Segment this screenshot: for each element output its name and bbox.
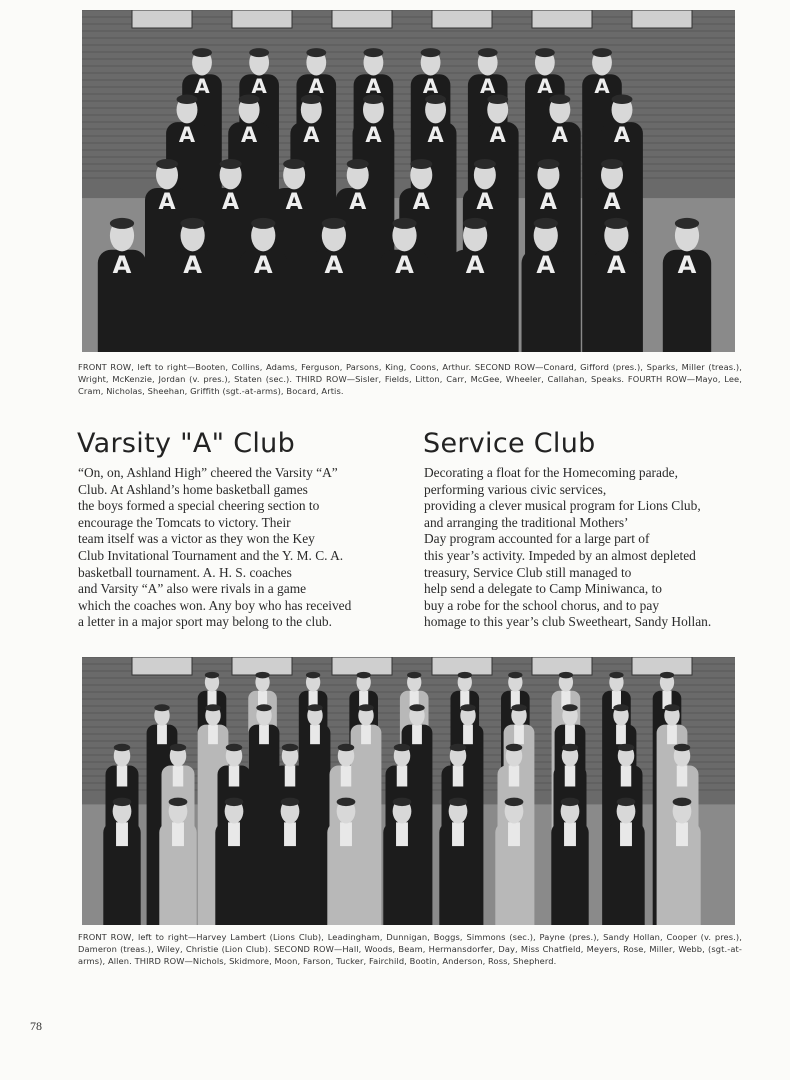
person-hair — [394, 744, 411, 752]
person-hair — [322, 218, 346, 229]
person-hair — [506, 744, 523, 752]
person-hair — [458, 672, 472, 679]
person-hair — [673, 798, 692, 807]
sweater-letter-a: A — [427, 123, 444, 148]
shirt-collar — [616, 725, 626, 745]
person-hair — [307, 704, 322, 711]
sweater-letter-a: A — [178, 123, 196, 148]
text-line: homage to this year’s club Sweetheart, Sandy Hollan. — [424, 614, 712, 630]
varsity-club-group-photo — [82, 10, 735, 352]
text-line: a letter in a major sport may belong to the club. — [78, 614, 332, 630]
varsity-photo-image — [82, 10, 735, 352]
sweater-letter-a: A — [465, 250, 485, 279]
sweater-letter-a: A — [536, 250, 556, 279]
shirt-collar — [396, 822, 408, 846]
varsity-photo-caption: FRONT ROW, left to right—Booten, Collins, Adams, Ferguson, Parsons, King, Coons, Arthur. SECOND ROW—Conard, Gifford (pres.), Sparks, Miller (treas.), Wright, McKenzie, Jordan (v. pres.), Staten (sec.). THIRD ROW—Sisler, Fields, Litton, Carr, McGee, Wheeler, Callahan, Speaks. FOURTH ROW—Mayo, Lee, Cram, Nicholas, Sheehan, Griffith (sgt.-at-arms), Bocard, Artis. — [78, 362, 742, 396]
sweater-letter-a: A — [308, 75, 324, 99]
person-hair — [283, 159, 305, 169]
shirt-collar — [453, 766, 464, 787]
person-hair — [364, 48, 384, 57]
text-line: basketball tournament. A. H. S. coaches — [78, 564, 292, 580]
person-hair — [535, 48, 555, 57]
person-hair — [410, 159, 432, 169]
shirt-collar — [172, 822, 184, 846]
person-hair — [474, 159, 496, 169]
shirt-collar — [463, 725, 473, 745]
window — [532, 657, 592, 675]
shirt-collar — [117, 766, 128, 787]
person-hair — [601, 159, 623, 169]
sweater-letter-a: A — [349, 190, 367, 215]
shirt-collar — [361, 725, 371, 745]
person-hair — [220, 159, 242, 169]
sweater-letter-a: A — [476, 190, 494, 215]
text-line: and Varsity “A” also were rivals in a game — [78, 581, 307, 597]
shirt-collar — [157, 725, 167, 745]
person-hair — [156, 159, 178, 169]
service-club-heading: Service Club — [423, 428, 596, 459]
window — [632, 10, 692, 28]
person-hair — [255, 672, 269, 679]
person-hair — [675, 218, 699, 229]
sweater-letter-a: A — [395, 250, 414, 279]
window — [232, 10, 292, 28]
varsity-club-text — [78, 465, 351, 631]
shirt-collar — [412, 725, 422, 745]
person-hair — [613, 704, 628, 711]
person-hair — [357, 672, 371, 679]
person-hair — [409, 704, 424, 711]
page-number: 78 — [30, 1019, 42, 1033]
sweater-letter-a: A — [480, 75, 496, 99]
person-hair — [392, 218, 416, 229]
person-hair — [559, 672, 573, 679]
person-hair — [192, 48, 212, 57]
sweater-letter-a: A — [222, 190, 240, 215]
sweater-letter-a: A — [551, 123, 568, 148]
shirt-collar — [677, 766, 688, 787]
person-hair — [561, 798, 580, 807]
text-line: and arranging the traditional Mothers’ — [424, 514, 629, 530]
text-line: this year’s activity. Impeded by an almost depleted — [424, 547, 696, 563]
person-hair — [562, 744, 579, 752]
shirt-collar — [173, 766, 184, 787]
shirt-collar — [229, 766, 240, 787]
shirt-collar — [228, 822, 240, 846]
person-hair — [664, 704, 679, 711]
person-hair — [170, 744, 187, 752]
window — [532, 10, 592, 28]
person-hair — [617, 798, 636, 807]
shirt-collar — [284, 822, 296, 846]
text-line: Club Invitational Tournament and the Y. M. C. A. — [78, 547, 344, 563]
shirt-collar — [667, 725, 677, 745]
person-hair — [407, 672, 421, 679]
person-hair — [450, 744, 467, 752]
person-hair — [463, 218, 487, 229]
sweater-letter-a: A — [251, 75, 267, 99]
shirt-collar — [676, 822, 688, 846]
shirt-collar — [621, 766, 632, 787]
person-hair — [592, 48, 612, 57]
text-line: “On, on, Ashland High” cheered the Varsity “A” — [78, 465, 338, 480]
shirt-collar — [310, 725, 320, 745]
text-line: Decorating a float for the Homecoming parade, — [424, 465, 678, 480]
shirt-collar — [208, 725, 218, 745]
sweater-letter-a: A — [412, 190, 430, 215]
person-hair — [281, 798, 300, 807]
sweater-letter-a: A — [241, 123, 258, 148]
shirt-collar — [565, 725, 575, 745]
sweater-letter-a: A — [677, 250, 697, 279]
sweater-letter-a: A — [285, 190, 303, 215]
person-hair — [478, 48, 498, 57]
person-hair — [114, 744, 131, 752]
service-club-group-photo — [82, 657, 735, 925]
person-hair — [113, 798, 132, 807]
text-line: team itself was a victor as they won the Key — [78, 531, 315, 547]
sweater-letter-a: A — [183, 250, 202, 279]
person-hair — [154, 704, 169, 711]
shirt-collar — [116, 822, 128, 846]
person-hair — [604, 218, 628, 229]
shirt-collar — [509, 766, 520, 787]
shirt-collar — [508, 822, 520, 846]
text-line: treasury, Service Club still managed to — [424, 564, 632, 580]
sweater-letter-a: A — [603, 190, 621, 215]
person-hair — [338, 744, 355, 752]
person-hair — [205, 704, 220, 711]
person-hair — [449, 798, 468, 807]
shirt-collar — [259, 725, 269, 745]
text-line: Club. At Ashland’s home basketball games — [78, 481, 308, 497]
service-club-text — [424, 465, 711, 631]
window — [132, 657, 192, 675]
sweater-letter-a: A — [539, 190, 557, 215]
text-line: the boys formed a special cheering section to — [78, 498, 320, 514]
person-hair — [249, 48, 269, 57]
text-line: Day program accounted for a large part of — [424, 531, 650, 547]
person-hair — [337, 798, 356, 807]
sweater-letter-a: A — [112, 250, 132, 279]
person-hair — [537, 159, 559, 169]
person-hair — [347, 159, 369, 169]
sweater-letter-a: A — [253, 250, 273, 279]
sweater-letter-a: A — [194, 75, 210, 99]
person-hair — [205, 672, 219, 679]
person-hair — [618, 744, 635, 752]
person-hair — [460, 704, 475, 711]
sweater-letter-a: A — [537, 75, 553, 99]
person-hair — [612, 95, 633, 105]
person-hair — [393, 798, 412, 807]
shirt-collar — [565, 766, 576, 787]
shirt-collar — [285, 766, 296, 787]
shirt-collar — [564, 822, 576, 846]
sweater-letter-a: A — [158, 190, 176, 215]
person-hair — [251, 218, 275, 229]
sweater-letter-a: A — [607, 250, 626, 279]
person-hair — [282, 744, 299, 752]
person-hair — [505, 798, 524, 807]
text-line: help send a delegate to Camp Miniwanca, to — [424, 581, 662, 597]
person-hair — [226, 744, 243, 752]
person-hair — [660, 672, 674, 679]
text-line: which the coaches won. Any boy who has received — [78, 597, 352, 613]
person-hair — [181, 218, 205, 229]
service-photo-image — [82, 657, 735, 925]
person-hair — [609, 672, 623, 679]
shirt-collar — [397, 766, 408, 787]
person-hair — [562, 704, 577, 711]
person-hair — [110, 218, 134, 229]
text-line: providing a clever musical program for Lions Club, — [424, 498, 701, 514]
person-hair — [306, 672, 320, 679]
sweater-letter-a: A — [613, 123, 631, 148]
person-hair — [421, 48, 441, 57]
text-line: buy a robe for the school chorus, and to pay — [424, 597, 660, 613]
window — [432, 10, 492, 28]
text-line: performing various civic services, — [424, 481, 607, 497]
shirt-collar — [340, 822, 352, 846]
sweater-letter-a: A — [365, 75, 382, 99]
person-hair — [508, 672, 522, 679]
varsity-club-heading: Varsity "A" Club — [77, 428, 296, 459]
person-hair — [306, 48, 326, 57]
sweater-letter-a: A — [303, 123, 320, 148]
sweater-letter-a: A — [365, 123, 382, 148]
shirt-collar — [620, 822, 632, 846]
window — [632, 657, 692, 675]
person-hair — [225, 798, 244, 807]
service-photo-caption: FRONT ROW, left to right—Harvey Lambert (Lions Club), Leadingham, Dunnigan, Boggs, Simmons (sec.), Payne (pres.), Sandy Hollan, Cooper (v. pres.), Dameron (treas.), Wiley, Christie (Lion Club). SECOND ROW—Hall, Woods, Beam, Hermansdorfer, Day, Miss Chatfield, Meyers, Rose, Miller, Webb, (sgt.-at-arms), Allen. THIRD ROW—Nichols, Skidmore, Moon, Farson, Tucker, Fairchild, Bootin, Anderson, Ross, Shepherd. — [78, 932, 742, 966]
sweater-letter-a: A — [594, 75, 610, 99]
shirt-collar — [341, 766, 352, 787]
person-hair — [358, 704, 373, 711]
sweater-letter-a: A — [422, 75, 439, 99]
person-hair — [511, 704, 526, 711]
shirt-collar — [452, 822, 464, 846]
sweater-letter-a: A — [489, 123, 506, 148]
shirt-collar — [514, 725, 524, 745]
person-hair — [674, 744, 691, 752]
person-hair — [256, 704, 271, 711]
person-hair — [169, 798, 188, 807]
window — [332, 10, 392, 28]
person-hair — [549, 95, 570, 105]
window — [132, 10, 192, 28]
text-line: encourage the Tomcats to victory. Their — [78, 514, 291, 530]
sweater-letter-a: A — [324, 250, 344, 279]
person-hair — [534, 218, 558, 229]
